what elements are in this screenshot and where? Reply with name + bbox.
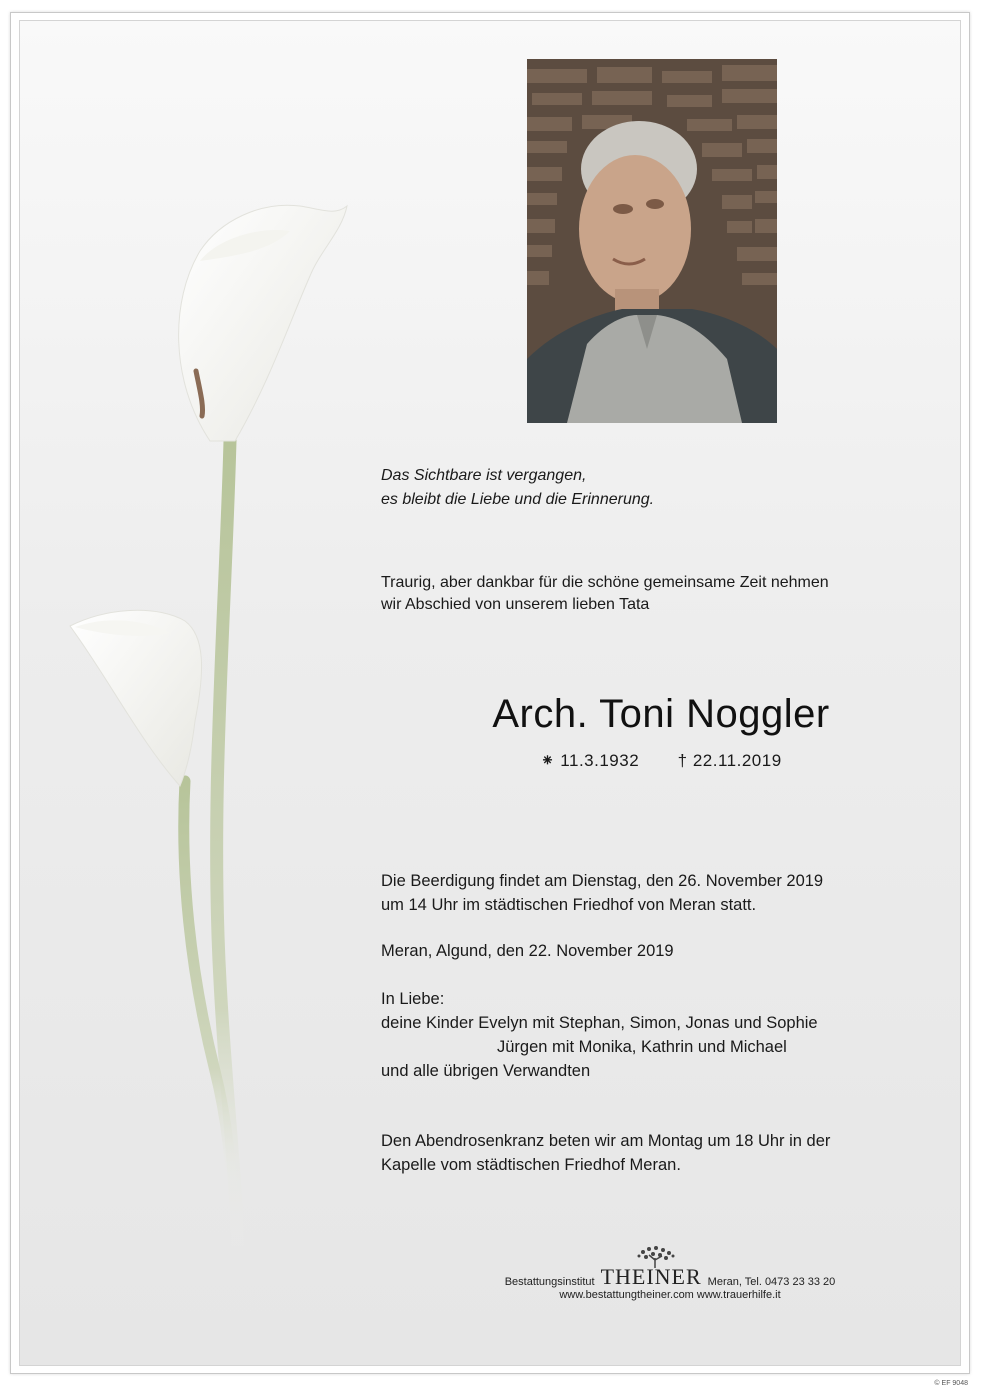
- portrait-image: [527, 59, 777, 423]
- obituary-card: [19, 20, 961, 1366]
- place-date: Meran, Algund, den 22. November 2019: [381, 942, 674, 960]
- birth-icon: ⁕: [540, 751, 556, 770]
- copyright-note: © EF 9048: [934, 1380, 968, 1387]
- rosary-line-1: Den Abendrosenkranz beten wir am Montag um 18 Uhr in der: [381, 1132, 831, 1150]
- intro-text: [381, 572, 941, 616]
- intro-line-2: wir Abschied von unserem lieben Tata: [381, 596, 650, 613]
- tree-logo-icon: [631, 1246, 681, 1268]
- death-date: 22.11.2019: [692, 751, 782, 770]
- calla-lily-illustration: [20, 21, 380, 1366]
- footer-contact: Meran, Tel. 0473 23 33 20: [707, 1276, 836, 1288]
- mourners-line-2: Jürgen mit Monika, Kathrin und Michael: [497, 1038, 787, 1056]
- footer-institute: Bestattungsinstitut: [504, 1276, 595, 1288]
- funeral-line-1: Die Beerdigung findet am Dienstag, den 26. November 2019: [381, 872, 824, 890]
- birth-date: 11.3.1932: [560, 751, 640, 770]
- memorial-quote: [381, 464, 781, 512]
- quote-line-1: Das Sichtbare ist vergangen,: [381, 467, 587, 484]
- rosary-line-2: Kapelle vom städtischen Friedhof Meran.: [381, 1156, 681, 1174]
- mourners: [381, 987, 941, 1083]
- footer-websites: www.bestattungtheiner.com www.trauerhilfe.it: [559, 1289, 781, 1301]
- quote-line-2: es bleibt die Liebe und die Erinnerung.: [381, 491, 655, 508]
- funeral-home-footer: [380, 1266, 960, 1301]
- death-cross-icon: †: [677, 751, 688, 770]
- portrait-photo: [527, 59, 777, 423]
- funeral-announcement: [381, 869, 941, 917]
- intro-line-1: Traurig, aber dankbar für die schöne gemeinsame Zeit nehmen: [381, 574, 829, 591]
- mourners-heading: In Liebe:: [381, 990, 445, 1008]
- rosary-announcement: [381, 1129, 941, 1177]
- mourners-line-3: und alle übrigen Verwandten: [381, 1062, 591, 1080]
- footer-brand-text: THEINER: [600, 1264, 702, 1289]
- deceased-name: Arch. Toni Noggler: [492, 692, 830, 736]
- footer-brand: [601, 1266, 702, 1288]
- funeral-line-2: um 14 Uhr im städtischen Friedhof von Meran statt.: [381, 896, 757, 914]
- life-dates: [381, 749, 941, 773]
- mourners-line-1: deine Kinder Evelyn mit Stephan, Simon, Jonas und Sophie: [381, 1014, 818, 1032]
